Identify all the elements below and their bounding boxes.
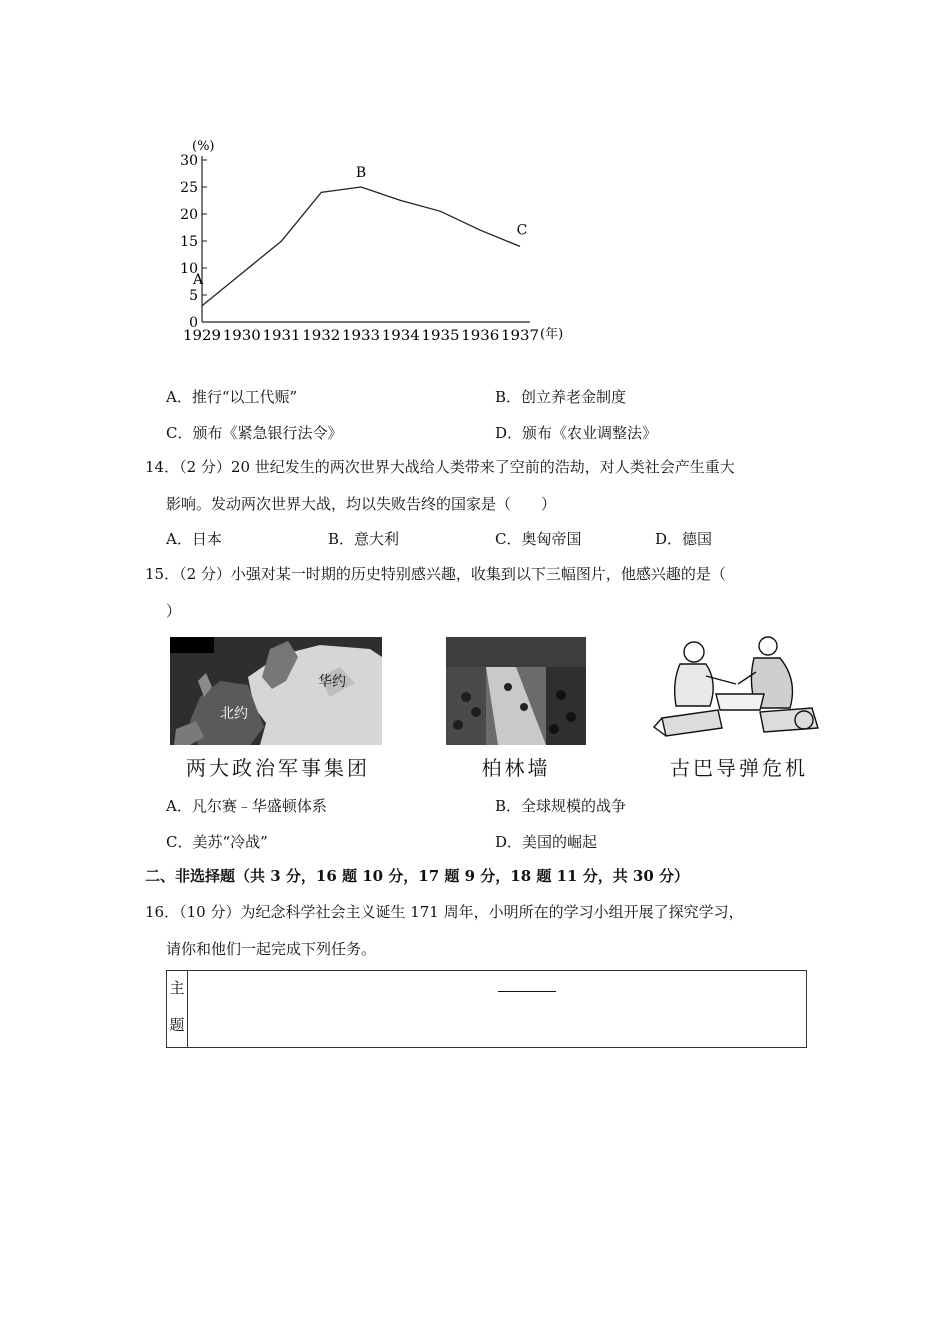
q14-option-a[interactable]: A．日本 — [166, 530, 222, 548]
annotation-B: B — [355, 165, 367, 181]
q13-option-b[interactable]: B．创立养老金制度 — [495, 388, 627, 406]
q14-option-b[interactable]: B．意大利 — [328, 530, 400, 548]
y-tick-label-0: 0 — [189, 315, 198, 331]
q13-option-a[interactable]: A．推行“以工代赈” — [166, 388, 298, 406]
q14-stem-line1: 14．（2 分）20 世纪发生的两次世界大战给人类带来了空前的浩劫，对人类社会产生重大 — [145, 458, 735, 476]
chart-series — [202, 187, 520, 306]
caption-cuban-missile-crisis: 古巴导弹危机 — [670, 756, 808, 780]
q15-option-d[interactable]: D．美国的崛起 — [495, 833, 598, 851]
q14-stem-line2: 影响。发动两次世界大战，均以失败告终的国家是（ ） — [166, 495, 557, 513]
q16-stem-line2: 请你和他们一起完成下列任务。 — [166, 940, 377, 958]
q13-option-d[interactable]: D．颁布《农业调整法》 — [495, 424, 658, 442]
x-tick-label-1933: 1933 — [342, 328, 380, 344]
unemployment-line-chart — [160, 130, 600, 355]
q15-option-c[interactable]: C．美苏“冷战” — [166, 833, 268, 851]
europe-blocs-map-image — [170, 637, 382, 745]
map-label-warsaw-pact: 华约 — [318, 674, 346, 690]
x-tick-label-1936: 1936 — [461, 328, 500, 344]
x-tick-label-1932: 1932 — [302, 328, 341, 344]
chart-x-ticks — [183, 328, 539, 344]
q15-stem-line1: 15．（2 分）小强对某一时期的历史特别感兴趣，收集到以下三幅图片，他感兴趣的是（ — [145, 565, 726, 583]
topic-label-char-2: 题 — [169, 1016, 185, 1034]
unemployment-line — [202, 187, 520, 306]
x-tick-label-1937: 1937 — [501, 328, 539, 344]
y-tick-label-30: 30 — [180, 153, 198, 169]
y-tick-label-20: 20 — [180, 207, 198, 223]
q16-topic-table — [166, 970, 807, 1048]
topic-header-cell — [167, 971, 188, 1048]
chart-annotations — [192, 165, 527, 288]
x-tick-label-1931: 1931 — [262, 328, 301, 344]
section-2-heading: 二、非选择题（共 3 分，16 题 10 分，17 题 9 分，18 题 11 分，共 30 分） — [145, 867, 690, 885]
caption-berlin-wall: 柏林墙 — [481, 756, 551, 780]
x-tick-label-1930: 1930 — [222, 328, 261, 344]
y-tick-label-10: 10 — [180, 261, 198, 277]
caption-two-blocs: 两大政治军事集团 — [186, 756, 370, 780]
y-tick-label-15: 15 — [180, 234, 198, 250]
y-tick-label-5: 5 — [189, 288, 198, 304]
q14-option-d[interactable]: D．德国 — [655, 530, 713, 548]
map-label-nato: 北约 — [220, 706, 248, 722]
q15-option-b[interactable]: B．全球规模的战争 — [495, 797, 627, 815]
x-tick-label-1929: 1929 — [183, 328, 221, 344]
topic-answer-cell[interactable] — [188, 971, 807, 1048]
q13-option-c[interactable]: C．颁布《紧急银行法令》 — [166, 424, 343, 442]
topic-answer-blank[interactable] — [498, 991, 556, 992]
y-tick-label-25: 25 — [180, 180, 198, 196]
chart-x-axis-label: (年) — [540, 327, 564, 342]
chart-y-axis-label: (%) — [192, 139, 215, 154]
annotation-C: C — [516, 222, 528, 239]
x-tick-label-1935: 1935 — [421, 328, 460, 344]
q15-option-a[interactable]: A．凡尔赛﹣华盛顿体系 — [166, 797, 327, 815]
q15-stem-line2: ） — [166, 602, 182, 620]
cuban-missile-crisis-cartoon — [652, 632, 824, 746]
topic-label-char-1: 主 — [169, 979, 185, 997]
q14-option-c[interactable]: C．奥匈帝国 — [495, 530, 582, 548]
annotation-A: A — [192, 271, 204, 288]
x-tick-label-1934: 1934 — [381, 328, 420, 344]
q16-stem-line1: 16．（10 分）为纪念科学社会主义诞生 171 周年，小明所在的学习小组开展了探究学习， — [145, 903, 744, 921]
berlin-wall-photo — [446, 637, 586, 745]
